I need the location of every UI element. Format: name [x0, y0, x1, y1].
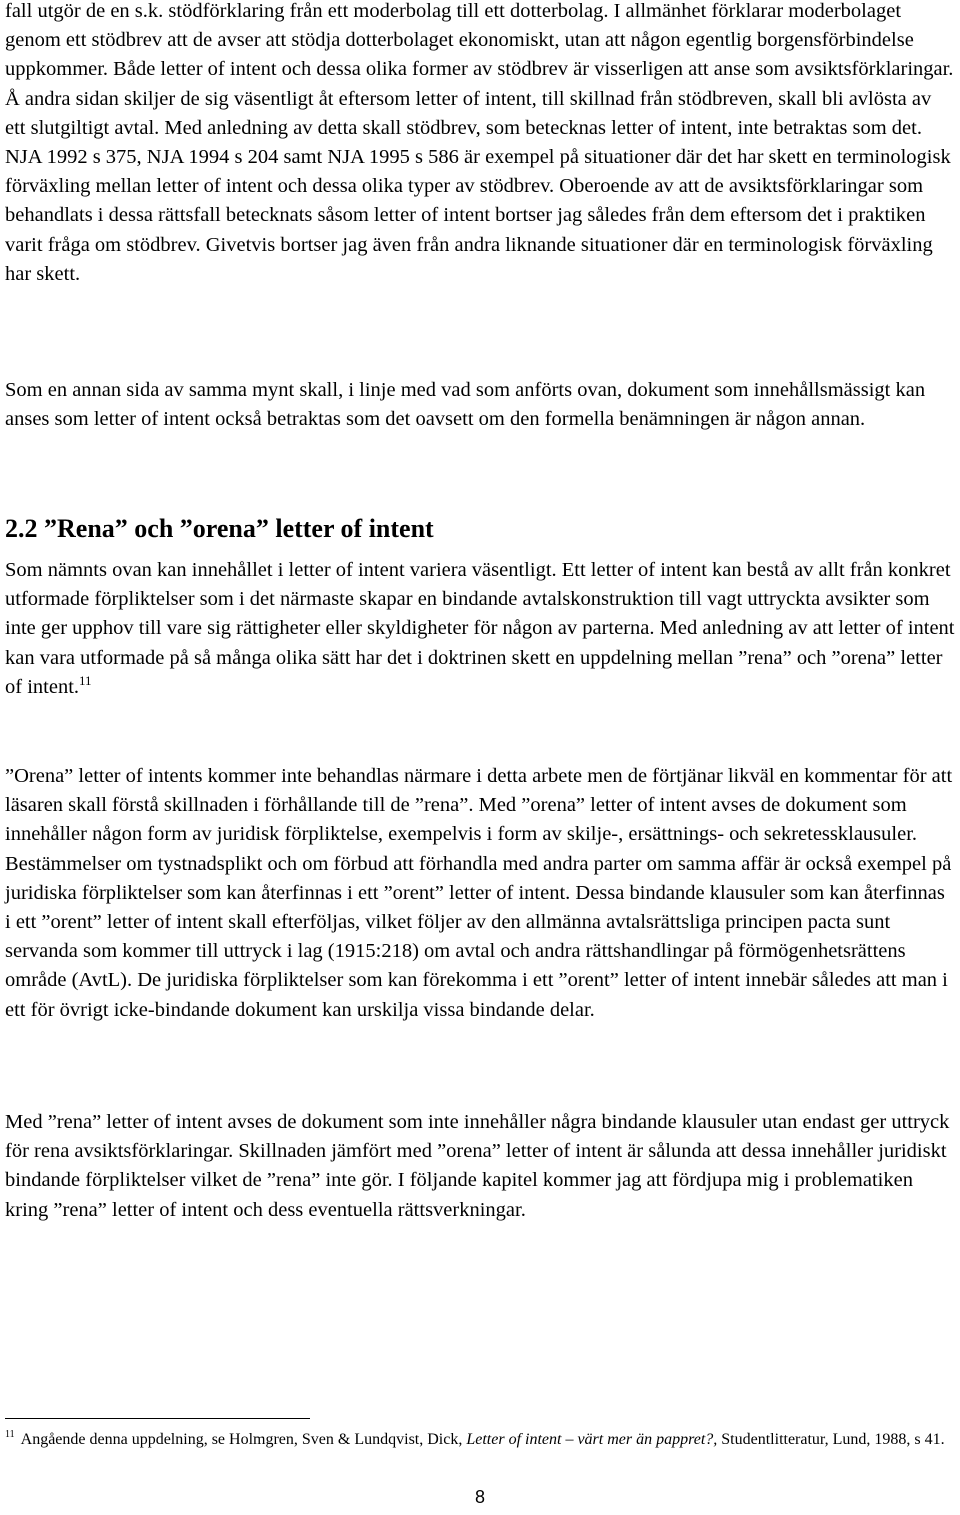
body-paragraph-1: fall utgör de en s.k. stödförklaring från ett moderbolag till ett dotterbolag. I allmänhet förklarar moderbolaget genom ett stödbrev att de avser att stödja dotterbolaget ekonomiskt, utan att någon egentlig borgensförbindelse uppkommer. Både letter of intent och dessa olika former av stödbrev är visserligen att anse som avsiktsförklaringar. Å andra sidan skiljer de sig väsentligt åt eftersom letter of intent, till skillnad från stödbreven, skall bli avlösta av ett slutgiltigt avtal. Med anledning av detta skall stödbrev, som betecknas letter of intent, inte betraktas som det. NJA 1992 s 375, NJA 1994 s 204 samt NJA 1995 s 586 är exempel på situationer där det har skett en terminologisk förväxling mellan letter of intent och dessa olika typer av stödbrev. Oberoende av att de avsiktsförklaringar som behandlats i dessa rättsfall betecknats såsom letter of intent bortser jag således från dem eftersom det i praktiken varit fråga om stödbrev. Givetvis bortser jag även från andra liknande situationer där en terminologisk förväxling har skett. [5, 0, 954, 285]
footnote-number: 11 [5, 1429, 15, 1440]
section-heading: 2.2 ”Rena” och ”orena” letter of intent [5, 514, 434, 543]
footnote-text-before: Angående denna uppdelning, se Holmgren, Sven & Lundqvist, Dick, [20, 1431, 467, 1448]
section-paragraph-3: Med ”rena” letter of intent avses de dokument som inte innehåller några bindande klausuler utan endast ger uttryck för rena avsiktsförklaringar. Skillnaden jämfört med ”orena” letter of intent är sålunda att dessa innehåller juridiskt bindande förpliktelser vilket de ”rena” inte gör. I följande kapitel kommer jag att fördjupa mig i problematiken kring ”rena” letter of intent och dess eventuella rättsverkningar. [5, 1111, 950, 1221]
footnote-reference[interactable]: 11 [79, 672, 92, 688]
footnote-separator [5, 1418, 310, 1419]
footnote-title: Letter of intent – värt mer än pappret?, [466, 1431, 718, 1448]
footnote-text-after: Studentlitteratur, Lund, 1988, s 41. [717, 1431, 945, 1448]
section-paragraph-1-text: Som nämnts ovan kan innehållet i letter of intent variera väsentligt. Ett letter of intent kan bestå av allt från konkret utformade förpliktelser som i det närmaste skapar en bindande avtalskonstruktion till vagt uttryckta avsikter som inte ger upphov till vare sig rättigheter eller skyldigheter för någon av parterna. Med anledning av att letter of intent kan vara utformade på så många olika sätt har det i doktrinen skett en uppdelning mellan ”rena” och ”orena” letter of intent. [5, 559, 955, 698]
page-number: 8 [474, 1487, 485, 1507]
section-paragraph-1 [5, 556, 955, 702]
footnote [5, 1428, 955, 1452]
body-paragraph-2: Som en annan sida av samma mynt skall, i linje med vad som anförts ovan, dokument som innehållsmässigt kan anses som letter of intent också betraktas som det oavsett om den formella benämningen är någon annan. [5, 379, 926, 431]
section-paragraph-2: ”Orena” letter of intents kommer inte behandlas närmare i detta arbete men de förtjänar likväl en kommentar för att läsaren skall förstå skillnaden i förhållande till de ”rena”. Med ”orena” letter of intent avses de dokument som innehåller någon form av juridisk förpliktelse, exempelvis i form av skilje-, ersättnings- och sekretessklausuler. Bestämmelser om tystnadsplikt och om förbud att förhandla med andra parter om samma affär är också exempel på juridiska förpliktelser som kan återfinnas i ett ”orent” letter of intent. Dessa bindande klausuler som kan återfinnas i ett ”orent” letter of intent skall efterföljas, vilket följer av den allmänna avtalsrättsliga principen pacta sunt servanda som kommer till uttryck i lag (1915:218) om avtal och andra rättshandlingar på förmögenhetsrättens område (AvtL). De juridiska förpliktelser som kan förekomma i ett ”orent” letter of intent innebär således att man i ett för övrigt icke-bindande dokument kan urskilja vissa bindande delar. [5, 765, 953, 1021]
